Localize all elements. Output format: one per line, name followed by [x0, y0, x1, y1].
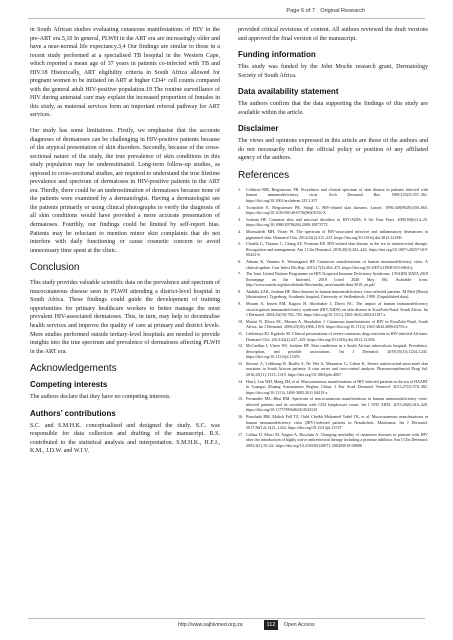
reference-text: Motswaledi MH, Visser W. The spectrum of HIV-associated infective and inflammatory dermatoses in pigmented skin. Dermatol Clin. 2014;32(2):211–225. https://doi.org/10.1016/j.det.2013.12.006 [246, 229, 428, 240]
reference-number: 16. [238, 414, 244, 420]
reference-text: Han J, Lun WH, Meng ZH, et al. Mucocutaneous manifestations of HIV-infected patients in the era of HAART in Guangxi Zhuang Autonomous Region, China. J Eur Acad Dermatol Venereol. 2013;27(3):376–382. https://doi.org/10.1111/j.1468-3083.2011.04419.x [246, 378, 428, 395]
page-footer [0, 620, 453, 632]
reference-number: 5. [238, 241, 242, 247]
reference-number: 14. [238, 378, 244, 384]
reference-text: Abdulla ZAK, Jordaan HF. Skin diseases in human immunodeficiency virus infected patients. M Med (Derm) [dissertation]. Tygerberg: Academic hospital, University of Stellenbosch; 1999. [Unpublished data]. [246, 288, 428, 300]
reference-text: McCardlan I, Visser WI, Jordaan HF. Skin conditions in a South African tuberculosis hospital: Prevalence, description, and possible associations. Int J Dermatol. 2018;55(11):1234–1241. https://doi.org/10.1111/ijd.13355 [246, 343, 428, 360]
footer-divider [28, 618, 425, 619]
data-availability-heading: Data availability statement [238, 87, 339, 97]
reference-number: 10. [238, 318, 244, 324]
reference-item [238, 229, 428, 240]
authors-contributions-heading: Authors’ contributions [30, 408, 116, 418]
reference-number: 6. [238, 258, 242, 264]
funding-heading: Funding information [238, 50, 316, 60]
competing-interests-heading: Competing interests [30, 380, 108, 390]
reference-text: Lehloenya RJ, Kgokolo M. Clinical presentations of severe cutaneous drug reactions in HIV-infected Africans. Dermatol Clin. 2014;32(2):227–235. https://doi.org/10.1016/j.det.2013.12.004 [246, 330, 428, 342]
open-access-label: Open Access [284, 622, 315, 628]
reference-number: 17. [238, 431, 244, 437]
disclaimer-paragraph: The views and opinions expressed in this article are those of the authors and do not necessarily reflect the official policy or position of any affiliated agency of the authors. [238, 138, 428, 162]
reference-item [238, 414, 428, 431]
conclusion-heading: Conclusion [30, 262, 80, 274]
reference-item [238, 379, 428, 396]
reference-number: 1. [238, 186, 242, 192]
reference-item [238, 187, 428, 204]
competing-interests-paragraph: The authors declare that they have no competing interests. [30, 394, 171, 401]
reference-number: 4. [238, 229, 242, 235]
limitations-paragraph: Our study has some limitations. Firstly, we emphasise that the accurate diagnoses of dermatoses can be challenging in HIV-positive patients because of the atypical presentation of skin disorders. Secondly, because of the cross-sectional nature of the study, the true prevalence of skin conditions in this study population may be underestimated. Long-term follow-up studies, as opposed to cross-sectional studies, are required to understand the true lifetime prevalence and spectrum of dermatoses in HIV-positive patients in the ART era. Thirdly, there could be an underestimation of dermatoses because none of the patients were examined by a dermatologist. Having a dermatologist see the patients primarily or using clinical photographs to verify the diagnosis of all skin conditions would have provided a more accurate presentation of dermatoses. Fourthly, our findings could be limited by self-report bias. Patients may be reluctant to mention minor skin complaints that do not interfere with daily functioning or cause cosmetic concern to avoid unnecessary time spent at the clinic. [30, 128, 220, 254]
reference-text: Jordaan HF. Common skin and mucosal disorders in HIV/AIDS. S Afr Fam Pract. 2008;50(6):14–23. https://doi.org/10.1080/20786204.2008.10873772 [246, 216, 428, 228]
page-header [28, 6, 425, 20]
reference-number: 11. [238, 330, 243, 336]
reference-number: 2. [238, 204, 242, 210]
journal-url-link[interactable]: http://www.sajhivmed.org.za [178, 622, 243, 628]
right-column [238, 26, 428, 450]
reference-item [238, 396, 428, 413]
reference-text: Fernandes MS, Bhat RM. Spectrum of mucocutaneous manifestations in human immunodeficiency virus-infected patients and its correlation with CD4 lymphocyte count. Int J STD AIDS. 2015;26(6):416–420. https://doi.org/10.1177/0956462414543123 [246, 396, 428, 413]
contributions-continued-paragraph: provided critical revisions of content. All authors reviewed the draft versions and approved the final version of the manuscript. [238, 27, 428, 42]
reference-item [238, 432, 428, 449]
reference-text: Moriar N, Dlova NC, Mosam A, Aboobaker J. Cutaneous manifestations of HIV in KwaZulu-Natal, South Africa. Int J Dermatol. 2006;45(10):1006–1010. https://doi.org/10.1111/j.1365-4632.2006.02703.x [246, 318, 428, 330]
reference-text: Bouchaib BM, Malick Fall TZ, Ould Cheikh Mohamed Vadel TK, et al. Mucocutaneous manifestations in human immunodeficiency virus (HIV)-infected patients in Nouakchott, Mauritania. Int J Dermatol. 2017;56(12):1421–1424. https://doi.org/10.1111/ijd.13747 [246, 414, 428, 431]
reference-list [238, 187, 428, 449]
disclaimer-heading: Disclaimer [238, 124, 279, 134]
reference-item [238, 331, 428, 342]
reference-text: Coldiron BM, Bergstresser PR. Prevalence and clinical spectrum of skin disease in patients infected with human immunodeficiency virus. Arch Dermatol Res. 1989;125(3):357–361. https://doi.org/10.1001/archderm.125.3.357 [246, 186, 428, 204]
reference-number: 7. [238, 271, 242, 277]
reference-item [238, 301, 428, 318]
authors-contributions-paragraph: S.C. and S.M.H.K. conceptualised and designed the study. S.C. was responsible for data collection and drafting of the manuscript. R.S. contributed to the statistical analysis and interpretation. S.M.H.K., H.F.J., K.M., J.D.W. and W.I.V. [30, 422, 220, 455]
reference-item [238, 319, 428, 330]
reference-item [238, 271, 428, 288]
reference-text: Mosam A, Irusen EM, Kagoro H, Aboobaker J, Dlova NC. The impact of human immunodeficiency virus/acquired immunodeficiency syndrome (HIV/AIDS) on skin disease in KwaZulu-Natal, South Africa. Int J Dermatol. 2004;43(10):782–783. https://doi.org/10.1111/j.1365-4632.2004.02187.x [246, 301, 428, 318]
reference-text: Calista D, Morri M, Stagno A, Boschini A. Changing morbidity of cutaneous diseases in patients with HIV after the introduction of highly active antiretroviral therapy including a protease inhibitor. Am J Clin Dermatol. 2002;3(1):59–62. https://doi.org/10.2165/00128071-200203010-00006 [246, 431, 429, 448]
section-tag: Original Research [320, 8, 365, 14]
reference-text: Chalela G, Thomas C, Chang AY, Freeman EE. HIV-related skin disease in the era of antiretroviral therapy: Recognition and management. Am J Clin Dermatol. 2019;20(3):423–442. https://doi.org/10.1007/s40257-019-00422-6 [246, 241, 428, 258]
conclusion-paragraph: This study provides valuable scientific data on the prevalence and spectrum of mucocutaneous disease seen in PLWH attending a district-level hospital in South Africa. These findings could guide the development of training opportunities for primary healthcare workers to better manage the most prevalent HIV-associated dermatoses. This, in turn, may help to decentralise health services and improve the quality of care at primary and district levels. More studies performed outside tertiary-level hospitals are needed to provide insights into the true spectrum and prevalence of dermatoses affecting PLWH in the ART era. [30, 280, 220, 355]
page-number-label: Page 6 of 7 [286, 8, 315, 14]
reference-number: 8. [238, 288, 242, 294]
reference-text: The Joint United Nations Programme on HIV/Acquired Immune Deficiency Syndrome. UNAIDS DATA 2018 [homepage on the Internet]. 2018 [cited 2020 May 06]. Available from: http://www.unaids.org/sites/default/files/media_asset/unaids-data-2018_en.pdf [246, 271, 428, 288]
reference-number: 9. [238, 301, 242, 307]
reference-text: Tschachler E, Bergstresser PR, Stingl G. HIV-related skin diseases. Lancet. 1996;348(9028):659–663. https://doi.org/10.1016/S0140-6736(96)01032-X [246, 204, 428, 216]
reference-item [238, 259, 428, 270]
reference-item [238, 289, 428, 300]
reference-item [238, 343, 428, 360]
reference-item [238, 241, 428, 258]
acknowledgements-heading: Acknowledgements [30, 363, 117, 375]
reference-number: 12. [238, 343, 244, 349]
reference-item [238, 217, 428, 228]
reference-number: 3. [238, 216, 242, 222]
reference-item [238, 205, 428, 216]
header-divider [28, 18, 425, 19]
footer-page-number: 112 [264, 620, 278, 630]
discussion-paragraph: in South African studies evaluating cutaneous manifestations of HIV in the pre-ART era.5,10 In general, PLWH in the ART era are increasingly older and have a near-normal life expectancy.3,4 Our findings are similar to those in a recent study performed at a specialised TB hospital in the Western Cape, which reported a mean age of 37 years in patients co-infected with TB and HIV.18 Historically, ART eligibility criteria in South Africa allowed for pregnant women to be initiated on ART at higher CD4+ cell counts compared with the general adult HIV-positive population.19 The routine surveillance of HIV during antenatal care may explain the increased proportion of females in this study, as maternal services form an important referral pathway for ART services. [30, 27, 220, 119]
reference-item [238, 361, 428, 378]
reference-number: 15. [238, 396, 244, 402]
data-availability-paragraph: The authors confirm that the data supporting the findings of this study are available within the article. [238, 101, 428, 116]
references-heading: References [238, 169, 290, 181]
reference-text: Altman K, Vanness E, Westergaard RP. Cutaneous manifestations of human immunodeficiency virus: A clinical update. Curr Infect Dis Rep. 2015;17(3):464–475. https://doi.org/10.1007/s11908-015-0464-y [246, 258, 428, 270]
funding-paragraph: This study was funded by the John Moche research grant, Dermatology Society of South Africa. [238, 64, 428, 79]
reference-text: Stewart A, Lefthomp R, Boulle A, De Wet A, Mazanivu G, Cohen K. Severe antiretroviral-associated skin reactions in South African patients: A case series and case-control analysis. Pharmacoepidemiol Drug Saf. 2016;25(11):1313–1319. https://doi.org/10.1002/pds.4067 [246, 360, 428, 377]
reference-number: 13. [238, 360, 244, 366]
left-column [30, 26, 220, 463]
